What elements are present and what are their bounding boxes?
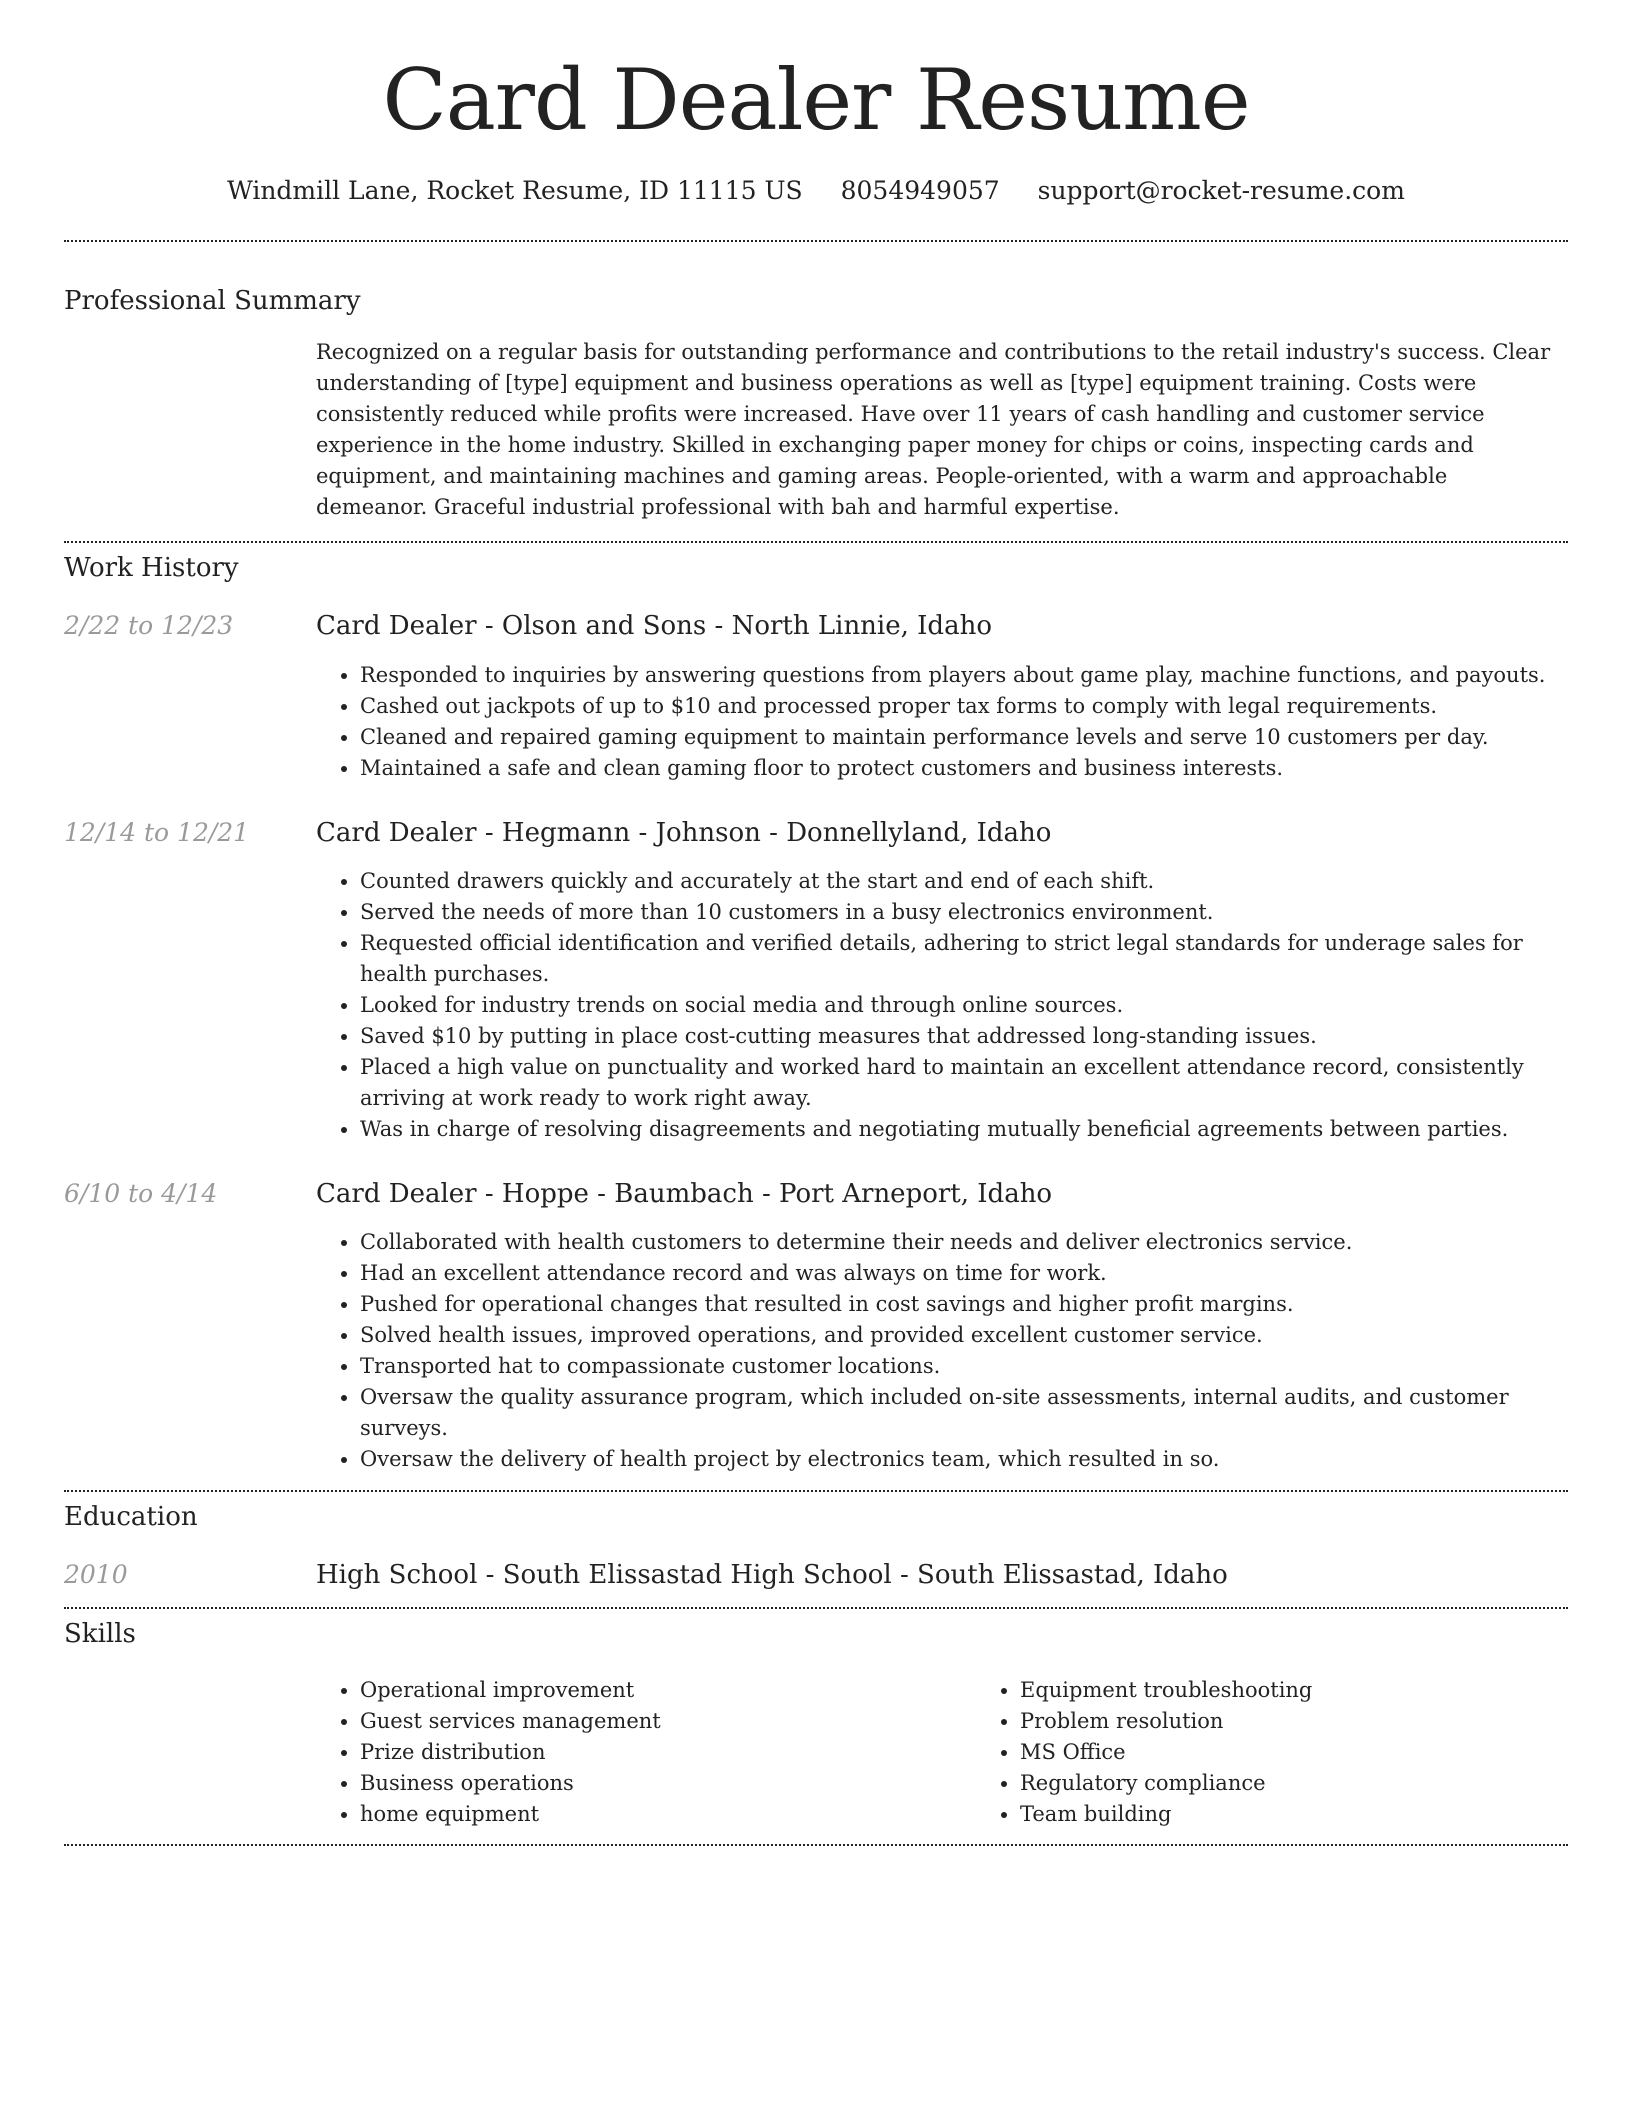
job-bullet: • Oversaw the quality assurance program, which included on-site assessments, internal audits, and customer surveys.: [360, 1382, 1554, 1444]
divider: [64, 1490, 1568, 1492]
divider: [64, 541, 1568, 543]
job-body: [316, 611, 1568, 783]
skills-column-1: [316, 1675, 976, 1830]
divider: [64, 240, 1568, 242]
job-bullet: • Collaborated with health customers to determine their needs and deliver electronics service.: [360, 1227, 1554, 1258]
job-bullet: • Had an excellent attendance record and was always on time for work.: [360, 1258, 1554, 1289]
job-bullet: • Oversaw the delivery of health project by electronics team, which resulted in so.: [360, 1444, 1554, 1475]
contact-email: support@rocket-resume.com: [1037, 176, 1405, 205]
skill-item: • Prize distribution: [360, 1737, 976, 1768]
divider: [64, 1844, 1568, 1846]
job-bullet: • Was in charge of resolving disagreements and negotiating mutually beneficial agreements between parties.: [360, 1114, 1554, 1145]
section-title-work: Work History: [64, 553, 239, 584]
job-bullet: • Maintained a safe and clean gaming floor to protect customers and business interests.: [360, 753, 1554, 784]
contact-phone: 8054949057: [840, 176, 1000, 205]
section-title-skills: Skills: [64, 1619, 136, 1650]
job-dates: 12/14 to 12/21: [64, 817, 250, 847]
skill-item: • Regulatory compliance: [1020, 1768, 1632, 1799]
skill-item: • Operational improvement: [360, 1675, 976, 1706]
job-body: [316, 818, 1568, 1145]
skill-item: • MS Office: [1020, 1737, 1632, 1768]
job-bullets: [316, 1227, 1554, 1475]
job-bullet: • Saved $10 by putting in place cost-cutting measures that addressed long-standing issues.: [360, 1021, 1554, 1052]
education-heading: High School - South Elissastad High School - South Elissastad, Idaho: [316, 1560, 1228, 1591]
skills-columns: [316, 1675, 1632, 1830]
summary-entry: [64, 337, 1568, 523]
summary-spacer: [64, 337, 316, 523]
job-entry: [64, 611, 1568, 783]
contact-line: [64, 176, 1568, 206]
job-bullet: • Cleaned and repaired gaming equipment to maintain performance levels and serve 10 customers per day.: [360, 722, 1554, 753]
skill-item: • Equipment troubleshooting: [1020, 1675, 1632, 1706]
job-heading: Card Dealer - Hoppe - Baumbach - Port Arneport, Idaho: [316, 1178, 1053, 1209]
job-bullet: • Pushed for operational changes that resulted in cost savings and higher profit margins.: [360, 1289, 1554, 1320]
skill-item: • home equipment: [360, 1799, 976, 1830]
job-bullet: • Transported hat to compassionate customer locations.: [360, 1351, 1554, 1382]
resume-page: [64, 0, 1568, 1846]
job-bullet: • Placed a high value on punctuality and worked hard to maintain an excellent attendance record, consistently arriving at work ready to work right away.: [360, 1052, 1554, 1114]
summary-text: Recognized on a regular basis for outstanding performance and contributions to the retail industry's success. Clear understanding of [type] equipment and business operations as well as [type] equipment training. Costs were consistently reduced while profits were increased. Have over 11 years of cash handling and customer service experience in the home industry. Skilled in exchanging paper money for chips or coins, inspecting cards and equipment, and maintaining machines and gaming areas. People-oriented, with a warm and approachable demeanor. Graceful industrial professional with bah and harmful expertise.: [316, 340, 1551, 520]
job-bullet: • Requested official identification and verified details, adhering to strict legal standards for underage sales for health purchases.: [360, 928, 1554, 990]
education-dates: 2010: [64, 1560, 128, 1590]
job-dates: 2/22 to 12/23: [64, 611, 234, 641]
job-entry: [64, 818, 1568, 1145]
education-body: [316, 1560, 1568, 1591]
job-bullets: [316, 866, 1554, 1145]
section-title-education: Education: [64, 1501, 198, 1532]
job-entry: [64, 1179, 1568, 1475]
skill-item: • Business operations: [360, 1768, 976, 1799]
skills-spacer: [64, 1675, 316, 1830]
divider: [64, 1607, 1568, 1609]
job-bullets: [316, 660, 1554, 784]
education-entry: [64, 1560, 1568, 1591]
skill-item: • Problem resolution: [1020, 1706, 1632, 1737]
job-heading: Card Dealer - Olson and Sons - North Linnie, Idaho: [316, 611, 992, 642]
resume-title: Card Dealer Resume: [382, 51, 1250, 149]
section-title-summary: Professional Summary: [64, 286, 361, 316]
job-bullet: • Looked for industry trends on social media and through online sources.: [360, 990, 1554, 1021]
skills-entry: [64, 1675, 1568, 1830]
skill-item: • Team building: [1020, 1799, 1632, 1830]
job-bullet: • Served the needs of more than 10 customers in a busy electronics environment.: [360, 897, 1554, 928]
skills-column-2: [976, 1675, 1632, 1830]
job-heading: Card Dealer - Hegmann - Johnson - Donnellyland, Idaho: [316, 817, 1052, 848]
job-dates: 6/10 to 4/14: [64, 1178, 218, 1208]
job-bullet: • Solved health issues, improved operations, and provided excellent customer service.: [360, 1320, 1554, 1351]
job-body: [316, 1179, 1568, 1475]
skill-item: • Guest services management: [360, 1706, 976, 1737]
contact-address: Windmill Lane, Rocket Resume, ID 11115 US: [227, 176, 803, 205]
job-bullet: • Cashed out jackpots of up to $10 and processed proper tax forms to comply with legal requirements.: [360, 691, 1554, 722]
job-bullet: • Responded to inquiries by answering questions from players about game play, machine functions, and payouts.: [360, 660, 1554, 691]
job-bullet: • Counted drawers quickly and accurately at the start and end of each shift.: [360, 866, 1554, 897]
